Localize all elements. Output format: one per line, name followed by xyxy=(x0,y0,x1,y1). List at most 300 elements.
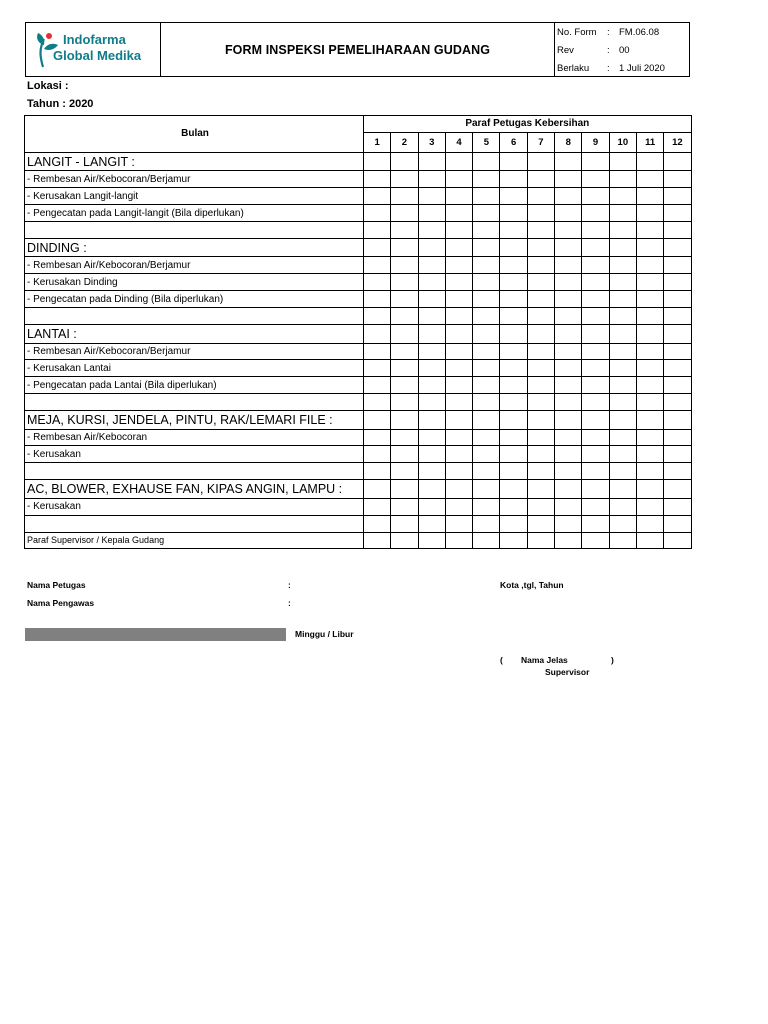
paraf-cell[interactable] xyxy=(418,291,445,308)
paraf-cell[interactable] xyxy=(664,498,691,515)
paraf-cell[interactable] xyxy=(473,171,500,188)
paraf-cell[interactable] xyxy=(636,377,663,394)
paraf-cell[interactable] xyxy=(364,274,391,291)
paraf-cell[interactable] xyxy=(500,377,527,394)
paraf-cell[interactable] xyxy=(445,291,472,308)
paraf-cell[interactable] xyxy=(445,394,472,411)
paraf-cell[interactable] xyxy=(609,343,636,360)
paraf-cell[interactable] xyxy=(473,274,500,291)
paraf-cell[interactable] xyxy=(555,498,582,515)
paraf-cell[interactable] xyxy=(664,152,691,171)
paraf-cell[interactable] xyxy=(664,480,691,499)
paraf-cell[interactable] xyxy=(418,325,445,344)
paraf-cell[interactable] xyxy=(500,498,527,515)
paraf-cell[interactable] xyxy=(364,498,391,515)
paraf-cell[interactable] xyxy=(364,188,391,205)
paraf-cell[interactable] xyxy=(609,238,636,257)
paraf-cell[interactable] xyxy=(391,532,418,549)
paraf-cell[interactable] xyxy=(391,205,418,222)
paraf-cell[interactable] xyxy=(500,532,527,549)
paraf-cell[interactable] xyxy=(609,360,636,377)
paraf-cell[interactable] xyxy=(364,257,391,274)
paraf-cell[interactable] xyxy=(555,274,582,291)
paraf-cell[interactable] xyxy=(418,515,445,532)
paraf-cell[interactable] xyxy=(636,532,663,549)
paraf-cell[interactable] xyxy=(364,152,391,171)
paraf-cell[interactable] xyxy=(527,188,554,205)
paraf-cell[interactable] xyxy=(445,325,472,344)
paraf-cell[interactable] xyxy=(445,205,472,222)
paraf-cell[interactable] xyxy=(500,360,527,377)
paraf-cell[interactable] xyxy=(527,152,554,171)
item-label xyxy=(25,515,364,532)
paraf-cell[interactable] xyxy=(582,205,609,222)
paraf-cell[interactable] xyxy=(445,343,472,360)
paraf-cell[interactable] xyxy=(636,411,663,430)
paraf-cell[interactable] xyxy=(473,291,500,308)
paraf-cell[interactable] xyxy=(582,325,609,344)
paraf-cell[interactable] xyxy=(473,532,500,549)
paraf-cell[interactable] xyxy=(664,325,691,344)
paraf-cell[interactable] xyxy=(609,480,636,499)
paraf-cell[interactable] xyxy=(636,188,663,205)
paraf-cell[interactable] xyxy=(445,152,472,171)
paraf-cell[interactable] xyxy=(473,188,500,205)
paraf-cell[interactable] xyxy=(445,238,472,257)
paraf-cell[interactable] xyxy=(527,343,554,360)
paraf-cell[interactable] xyxy=(445,480,472,499)
table-row xyxy=(25,463,692,480)
paraf-cell[interactable] xyxy=(609,411,636,430)
paraf-cell[interactable] xyxy=(473,498,500,515)
paraf-cell[interactable] xyxy=(500,188,527,205)
item-label: - Kerusakan xyxy=(25,498,364,515)
paraf-cell[interactable] xyxy=(664,343,691,360)
paraf-cell[interactable] xyxy=(391,274,418,291)
paraf-cell[interactable] xyxy=(445,429,472,446)
paraf-cell[interactable] xyxy=(555,411,582,430)
paraf-cell[interactable] xyxy=(527,429,554,446)
paraf-cell[interactable] xyxy=(445,411,472,430)
paraf-cell[interactable] xyxy=(500,171,527,188)
paraf-cell[interactable] xyxy=(418,411,445,430)
paraf-cell[interactable] xyxy=(473,463,500,480)
paraf-cell[interactable] xyxy=(445,257,472,274)
paraf-cell[interactable] xyxy=(391,377,418,394)
paraf-cell[interactable] xyxy=(473,515,500,532)
paraf-cell[interactable] xyxy=(473,394,500,411)
paraf-cell[interactable] xyxy=(364,429,391,446)
paraf-cell[interactable] xyxy=(364,205,391,222)
paraf-cell[interactable] xyxy=(527,222,554,239)
paraf-cell[interactable] xyxy=(391,463,418,480)
paraf-cell[interactable] xyxy=(555,257,582,274)
paraf-cell[interactable] xyxy=(664,171,691,188)
paraf-cell[interactable] xyxy=(609,429,636,446)
paraf-cell[interactable] xyxy=(364,360,391,377)
paraf-cell[interactable] xyxy=(609,463,636,480)
paraf-cell[interactable] xyxy=(391,343,418,360)
paraf-cell[interactable] xyxy=(555,291,582,308)
paraf-cell[interactable] xyxy=(555,429,582,446)
paraf-cell[interactable] xyxy=(636,205,663,222)
paraf-cell[interactable] xyxy=(527,411,554,430)
paraf-cell[interactable] xyxy=(500,480,527,499)
paraf-cell[interactable] xyxy=(664,308,691,325)
paraf-cell[interactable] xyxy=(609,188,636,205)
paraf-cell[interactable] xyxy=(500,463,527,480)
paraf-cell[interactable] xyxy=(473,152,500,171)
paraf-cell[interactable] xyxy=(364,515,391,532)
paraf-cell[interactable] xyxy=(527,325,554,344)
paraf-cell[interactable] xyxy=(527,463,554,480)
paraf-cell[interactable] xyxy=(364,411,391,430)
paraf-cell[interactable] xyxy=(418,394,445,411)
paraf-cell[interactable] xyxy=(609,205,636,222)
paraf-cell[interactable] xyxy=(473,446,500,463)
paraf-cell[interactable] xyxy=(364,222,391,239)
paraf-cell[interactable] xyxy=(391,308,418,325)
paraf-cell[interactable] xyxy=(391,171,418,188)
paraf-cell[interactable] xyxy=(582,360,609,377)
paraf-cell[interactable] xyxy=(445,377,472,394)
table-row xyxy=(25,188,692,205)
paraf-cell[interactable] xyxy=(609,291,636,308)
paraf-cell[interactable] xyxy=(473,411,500,430)
paraf-cell[interactable] xyxy=(636,325,663,344)
paraf-cell[interactable] xyxy=(636,238,663,257)
paraf-cell[interactable] xyxy=(555,205,582,222)
meta-row-rev xyxy=(555,41,689,59)
paraf-cell[interactable] xyxy=(500,343,527,360)
paraf-cell[interactable] xyxy=(636,291,663,308)
paraf-cell[interactable] xyxy=(555,325,582,344)
paraf-cell[interactable] xyxy=(555,446,582,463)
paraf-cell[interactable] xyxy=(500,325,527,344)
paraf-cell[interactable] xyxy=(555,463,582,480)
paraf-cell[interactable] xyxy=(609,446,636,463)
paraf-cell[interactable] xyxy=(418,188,445,205)
paraf-cell[interactable] xyxy=(418,498,445,515)
paraf-cell[interactable] xyxy=(636,152,663,171)
paraf-cell[interactable] xyxy=(636,429,663,446)
paraf-cell[interactable] xyxy=(582,274,609,291)
paraf-cell[interactable] xyxy=(636,515,663,532)
paraf-cell[interactable] xyxy=(582,463,609,480)
paraf-cell[interactable] xyxy=(527,377,554,394)
paraf-cell[interactable] xyxy=(609,515,636,532)
paraf-cell[interactable] xyxy=(636,171,663,188)
paraf-cell[interactable] xyxy=(636,463,663,480)
paraf-cell[interactable] xyxy=(664,291,691,308)
meta-row-berlaku xyxy=(555,59,689,77)
paraf-cell[interactable] xyxy=(527,498,554,515)
paraf-cell[interactable] xyxy=(582,532,609,549)
paraf-cell[interactable] xyxy=(582,308,609,325)
paraf-cell[interactable] xyxy=(664,360,691,377)
paraf-cell[interactable] xyxy=(664,238,691,257)
paraf-cell[interactable] xyxy=(527,238,554,257)
paraf-cell[interactable] xyxy=(555,152,582,171)
paraf-cell[interactable] xyxy=(418,463,445,480)
paraf-cell[interactable] xyxy=(582,515,609,532)
table-header-row xyxy=(25,116,692,133)
paraf-cell[interactable] xyxy=(636,446,663,463)
paraf-cell[interactable] xyxy=(500,205,527,222)
paraf-cell[interactable] xyxy=(445,308,472,325)
paraf-cell[interactable] xyxy=(364,325,391,344)
paraf-cell[interactable] xyxy=(582,291,609,308)
paraf-cell[interactable] xyxy=(391,480,418,499)
paraf-cell[interactable] xyxy=(391,188,418,205)
paraf-cell[interactable] xyxy=(500,446,527,463)
paraf-cell[interactable] xyxy=(364,308,391,325)
paraf-cell[interactable] xyxy=(500,152,527,171)
paraf-cell[interactable] xyxy=(582,343,609,360)
paraf-cell[interactable] xyxy=(609,152,636,171)
paraf-cell[interactable] xyxy=(527,394,554,411)
paraf-cell[interactable] xyxy=(364,377,391,394)
paraf-cell[interactable] xyxy=(555,480,582,499)
paraf-cell[interactable] xyxy=(664,463,691,480)
paraf-cell[interactable] xyxy=(418,308,445,325)
paraf-cell[interactable] xyxy=(500,238,527,257)
paraf-cell[interactable] xyxy=(445,188,472,205)
paraf-cell[interactable] xyxy=(527,360,554,377)
month-header: 2 xyxy=(391,132,418,152)
paraf-cell[interactable] xyxy=(391,429,418,446)
paraf-cell[interactable] xyxy=(582,377,609,394)
paraf-cell[interactable] xyxy=(364,291,391,308)
kota-tgl-label: Kota ,tgl, Tahun xyxy=(500,580,564,590)
paraf-cell[interactable] xyxy=(391,411,418,430)
paraf-cell[interactable] xyxy=(445,446,472,463)
paraf-cell[interactable] xyxy=(636,257,663,274)
paraf-cell[interactable] xyxy=(664,429,691,446)
paraf-cell[interactable] xyxy=(364,463,391,480)
paraf-cell[interactable] xyxy=(500,257,527,274)
paraf-cell[interactable] xyxy=(555,360,582,377)
paraf-cell[interactable] xyxy=(500,291,527,308)
paraf-cell[interactable] xyxy=(445,360,472,377)
paraf-cell[interactable] xyxy=(609,532,636,549)
paraf-cell[interactable] xyxy=(582,429,609,446)
paraf-cell[interactable] xyxy=(582,411,609,430)
paraf-cell[interactable] xyxy=(636,308,663,325)
paraf-cell[interactable] xyxy=(473,308,500,325)
table-row xyxy=(25,498,692,515)
paraf-cell[interactable] xyxy=(473,238,500,257)
paraf-cell[interactable] xyxy=(555,308,582,325)
paraf-cell[interactable] xyxy=(664,515,691,532)
paraf-cell[interactable] xyxy=(527,171,554,188)
paraf-cell[interactable] xyxy=(391,515,418,532)
paraf-cell[interactable] xyxy=(500,394,527,411)
paraf-cell[interactable] xyxy=(418,360,445,377)
month-header: 8 xyxy=(555,132,582,152)
supervisor-label: Supervisor xyxy=(545,667,590,677)
paraf-cell[interactable] xyxy=(473,325,500,344)
paraf-cell[interactable] xyxy=(500,429,527,446)
paraf-cell[interactable] xyxy=(418,257,445,274)
paraf-petugas-header: Paraf Petugas Kebersihan xyxy=(364,116,692,133)
month-header: 11 xyxy=(636,132,663,152)
paraf-cell[interactable] xyxy=(636,394,663,411)
paraf-cell[interactable] xyxy=(664,188,691,205)
paraf-cell[interactable] xyxy=(473,480,500,499)
paraf-cell[interactable] xyxy=(473,343,500,360)
paraf-cell[interactable] xyxy=(418,480,445,499)
paraf-cell[interactable] xyxy=(473,377,500,394)
paraf-cell[interactable] xyxy=(664,532,691,549)
paraf-cell[interactable] xyxy=(364,446,391,463)
paraf-cell[interactable] xyxy=(582,152,609,171)
paraf-cell[interactable] xyxy=(473,360,500,377)
paraf-cell[interactable] xyxy=(473,429,500,446)
paraf-cell[interactable] xyxy=(473,205,500,222)
paraf-cell[interactable] xyxy=(391,222,418,239)
paraf-cell[interactable] xyxy=(418,343,445,360)
paraf-cell[interactable] xyxy=(527,257,554,274)
paraf-cell[interactable] xyxy=(555,515,582,532)
paraf-cell[interactable] xyxy=(364,480,391,499)
supervisor-row-label: Paraf Supervisor / Kepala Gudang xyxy=(25,532,364,549)
item-label xyxy=(25,394,364,411)
paraf-cell[interactable] xyxy=(364,394,391,411)
paraf-cell[interactable] xyxy=(500,411,527,430)
paraf-cell[interactable] xyxy=(582,446,609,463)
paraf-cell[interactable] xyxy=(582,188,609,205)
paraf-cell[interactable] xyxy=(609,222,636,239)
paraf-cell[interactable] xyxy=(391,446,418,463)
section-row xyxy=(25,325,692,344)
paraf-cell[interactable] xyxy=(364,532,391,549)
nama-jelas-label: Nama Jelas xyxy=(521,655,568,665)
paraf-cell[interactable] xyxy=(500,515,527,532)
paraf-cell[interactable] xyxy=(636,480,663,499)
paraf-cell[interactable] xyxy=(391,238,418,257)
paraf-cell[interactable] xyxy=(473,257,500,274)
table-row xyxy=(25,515,692,532)
paraf-cell[interactable] xyxy=(636,222,663,239)
paraf-cell[interactable] xyxy=(609,274,636,291)
paraf-cell[interactable] xyxy=(391,498,418,515)
paraf-cell[interactable] xyxy=(418,532,445,549)
paraf-cell[interactable] xyxy=(527,274,554,291)
paraf-cell[interactable] xyxy=(527,205,554,222)
paraf-cell[interactable] xyxy=(445,222,472,239)
paraf-cell[interactable] xyxy=(527,532,554,549)
paraf-cell[interactable] xyxy=(555,377,582,394)
paraf-cell[interactable] xyxy=(364,343,391,360)
paraf-cell[interactable] xyxy=(555,188,582,205)
paraf-cell[interactable] xyxy=(555,222,582,239)
paraf-cell[interactable] xyxy=(664,394,691,411)
paraf-cell[interactable] xyxy=(582,257,609,274)
paraf-cell[interactable] xyxy=(636,343,663,360)
paraf-cell[interactable] xyxy=(664,377,691,394)
item-label: - Pengecatan pada Dinding (Bila diperlukan) xyxy=(25,291,364,308)
paraf-cell[interactable] xyxy=(636,498,663,515)
paraf-cell[interactable] xyxy=(391,360,418,377)
paraf-cell[interactable] xyxy=(418,171,445,188)
paraf-cell[interactable] xyxy=(555,394,582,411)
paraf-cell[interactable] xyxy=(555,343,582,360)
paraf-cell[interactable] xyxy=(609,377,636,394)
paraf-cell[interactable] xyxy=(582,394,609,411)
paraf-cell[interactable] xyxy=(418,222,445,239)
paraf-cell[interactable] xyxy=(609,498,636,515)
paraf-cell[interactable] xyxy=(555,532,582,549)
paraf-cell[interactable] xyxy=(527,515,554,532)
paraf-cell[interactable] xyxy=(418,446,445,463)
paraf-cell[interactable] xyxy=(391,325,418,344)
paraf-cell[interactable] xyxy=(418,274,445,291)
paraf-cell[interactable] xyxy=(664,446,691,463)
item-label: - Kerusakan xyxy=(25,446,364,463)
paraf-cell[interactable] xyxy=(609,257,636,274)
paraf-cell[interactable] xyxy=(664,411,691,430)
paraf-cell[interactable] xyxy=(527,308,554,325)
paraf-cell[interactable] xyxy=(391,152,418,171)
paraf-cell[interactable] xyxy=(582,498,609,515)
paraf-cell[interactable] xyxy=(609,325,636,344)
open-paren: ( xyxy=(500,655,503,665)
paraf-cell[interactable] xyxy=(364,238,391,257)
paraf-cell[interactable] xyxy=(445,274,472,291)
paraf-cell[interactable] xyxy=(364,171,391,188)
paraf-cell[interactable] xyxy=(500,274,527,291)
paraf-cell[interactable] xyxy=(664,205,691,222)
paraf-cell[interactable] xyxy=(391,291,418,308)
item-label: - Kerusakan Dinding xyxy=(25,274,364,291)
paraf-cell[interactable] xyxy=(500,222,527,239)
paraf-cell[interactable] xyxy=(527,480,554,499)
paraf-cell[interactable] xyxy=(445,463,472,480)
paraf-cell[interactable] xyxy=(664,257,691,274)
paraf-cell[interactable] xyxy=(609,308,636,325)
paraf-cell[interactable] xyxy=(445,171,472,188)
paraf-cell[interactable] xyxy=(391,394,418,411)
paraf-cell[interactable] xyxy=(418,152,445,171)
paraf-cell[interactable] xyxy=(555,171,582,188)
paraf-cell[interactable] xyxy=(418,238,445,257)
paraf-cell[interactable] xyxy=(636,360,663,377)
paraf-cell[interactable] xyxy=(582,238,609,257)
paraf-cell[interactable] xyxy=(418,377,445,394)
paraf-cell[interactable] xyxy=(664,222,691,239)
paraf-cell[interactable] xyxy=(555,238,582,257)
paraf-cell[interactable] xyxy=(582,222,609,239)
paraf-cell[interactable] xyxy=(418,205,445,222)
paraf-cell[interactable] xyxy=(664,274,691,291)
paraf-cell[interactable] xyxy=(391,257,418,274)
paraf-cell[interactable] xyxy=(582,171,609,188)
paraf-cell[interactable] xyxy=(473,222,500,239)
paraf-cell[interactable] xyxy=(527,291,554,308)
paraf-cell[interactable] xyxy=(445,498,472,515)
paraf-cell[interactable] xyxy=(636,274,663,291)
paraf-cell[interactable] xyxy=(609,171,636,188)
paraf-cell[interactable] xyxy=(527,446,554,463)
paraf-cell[interactable] xyxy=(582,480,609,499)
paraf-cell[interactable] xyxy=(445,532,472,549)
item-label: - Rembesan Air/Kebocoran xyxy=(25,429,364,446)
paraf-cell[interactable] xyxy=(500,308,527,325)
paraf-cell[interactable] xyxy=(609,394,636,411)
paraf-cell[interactable] xyxy=(418,429,445,446)
paraf-cell[interactable] xyxy=(445,515,472,532)
